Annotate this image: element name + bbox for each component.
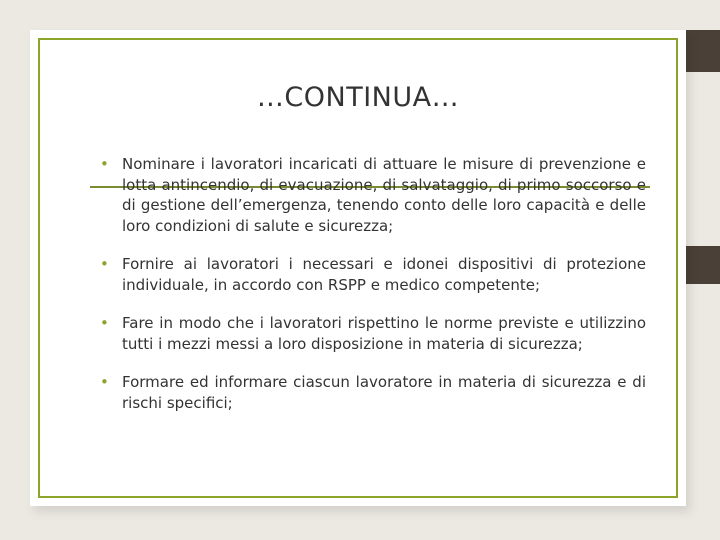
bullet-text: Fornire ai lavoratori i necessari e idonei dispositivi di protezione individuale, in accordo con RSPP e medico competente; xyxy=(122,255,646,294)
bullet-text: Fare in modo che i lavoratori rispettino le norme previste e utilizzino tutti i mezzi messi a loro disposizione in materia di sicurezza; xyxy=(122,314,646,353)
bullet-dot-icon: • xyxy=(100,155,109,173)
bullet-item xyxy=(100,372,646,413)
bullet-item xyxy=(100,154,646,236)
bullet-item xyxy=(100,254,646,295)
bullet-dot-icon: • xyxy=(100,255,109,273)
bullet-list xyxy=(100,154,646,431)
bullet-item xyxy=(100,313,646,354)
bullet-dot-icon: • xyxy=(100,314,109,332)
slide-title: …CONTINUA… xyxy=(256,82,460,113)
slide-card xyxy=(30,30,686,506)
bullet-dot-icon: • xyxy=(100,373,109,391)
bullet-text: Formare ed informare ciascun lavoratore in materia di sicurezza e di rischi specifici; xyxy=(122,373,646,412)
bullet-text: Nominare i lavoratori incaricati di attuare le misure di prevenzione e lotta antincendio, di evacuazione, di salvataggio, di primo soccorso e di gestione dell’emergenza, tenendo conto delle loro capacità e delle loro condizioni di salute e sicurezza; xyxy=(122,155,646,235)
